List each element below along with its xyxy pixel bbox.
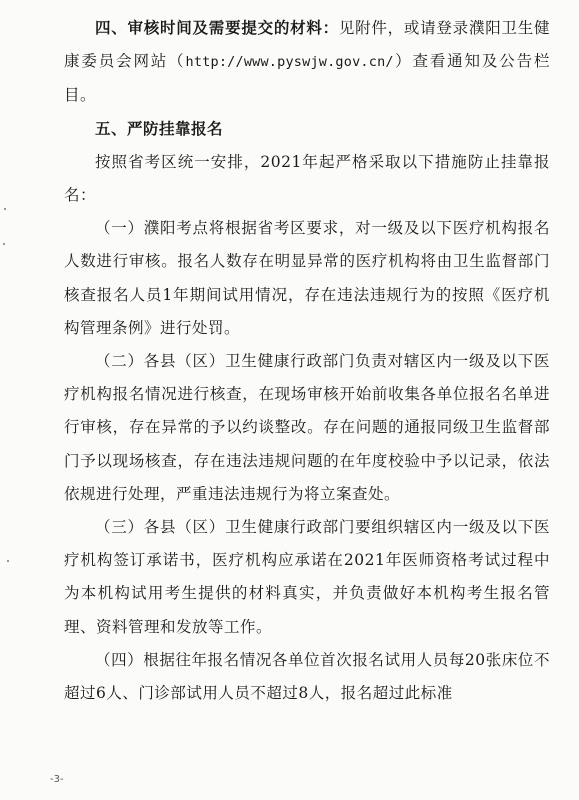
section-5-intro: 按照省考区统一安排，2021年起严格采取以下措施防止挂靠报名：: [64, 152, 550, 205]
section-4-text-end: ）查看通知及公告栏目。: [64, 52, 550, 105]
document-body: [64, 12, 550, 710]
measure-item-1: （一）濮阳考点将根据省考区要求，对一级及以下医疗机构报名人数进行审核。报名人数存在明显异常的医疗机构将由卫生监督部门核查报名人员1年期间试用情况，存在违法违规行为的按照《医疗机构管理条例》进行处罚。: [64, 219, 550, 337]
section-5-heading: 五、严防挂靠报名: [95, 119, 224, 138]
page-number: -3-: [50, 774, 64, 785]
scan-speck: [7, 560, 9, 562]
scan-speck: [4, 208, 6, 210]
measure-item-4: （四）根据往年报名情况各单位首次报名试用人员每20张床位不超过6人、门诊部试用人员不超过8人，报名超过此标准: [64, 650, 550, 703]
website-url: http://www.pyswjw.gov.cn/: [185, 54, 394, 71]
section-4-heading: 四、审核时间及需要提交的材料：: [95, 19, 339, 37]
measure-item-2: （二）各县（区）卫生健康行政部门负责对辖区内一级及以下医疗机构报名情况进行核查，在现场审核开始前收集各单位报名名单进行审核，存在异常的予以约谈整改。存在问题的通报同级卫生监督部门予以现场核查，存在违法违规问题的在年度校验中予以记录，依法依规进行处理，严重违法违规行为将立案查处。: [64, 352, 550, 503]
measure-item-3: （三）各县（区）卫生健康行政部门要组织辖区内一级及以下医疗机构签订承诺书，医疗机构应承诺在2021年医师资格考试过程中为本机构试用考生提供的材料真实，并负责做好本机构考生报名管理、资料管理和发放等工作。: [64, 518, 550, 636]
scan-speck: [3, 243, 5, 245]
section-4-paragraph: [64, 12, 550, 113]
section-4-text: 见附件，或请登录濮阳卫生健康委员会网站（: [64, 19, 550, 71]
